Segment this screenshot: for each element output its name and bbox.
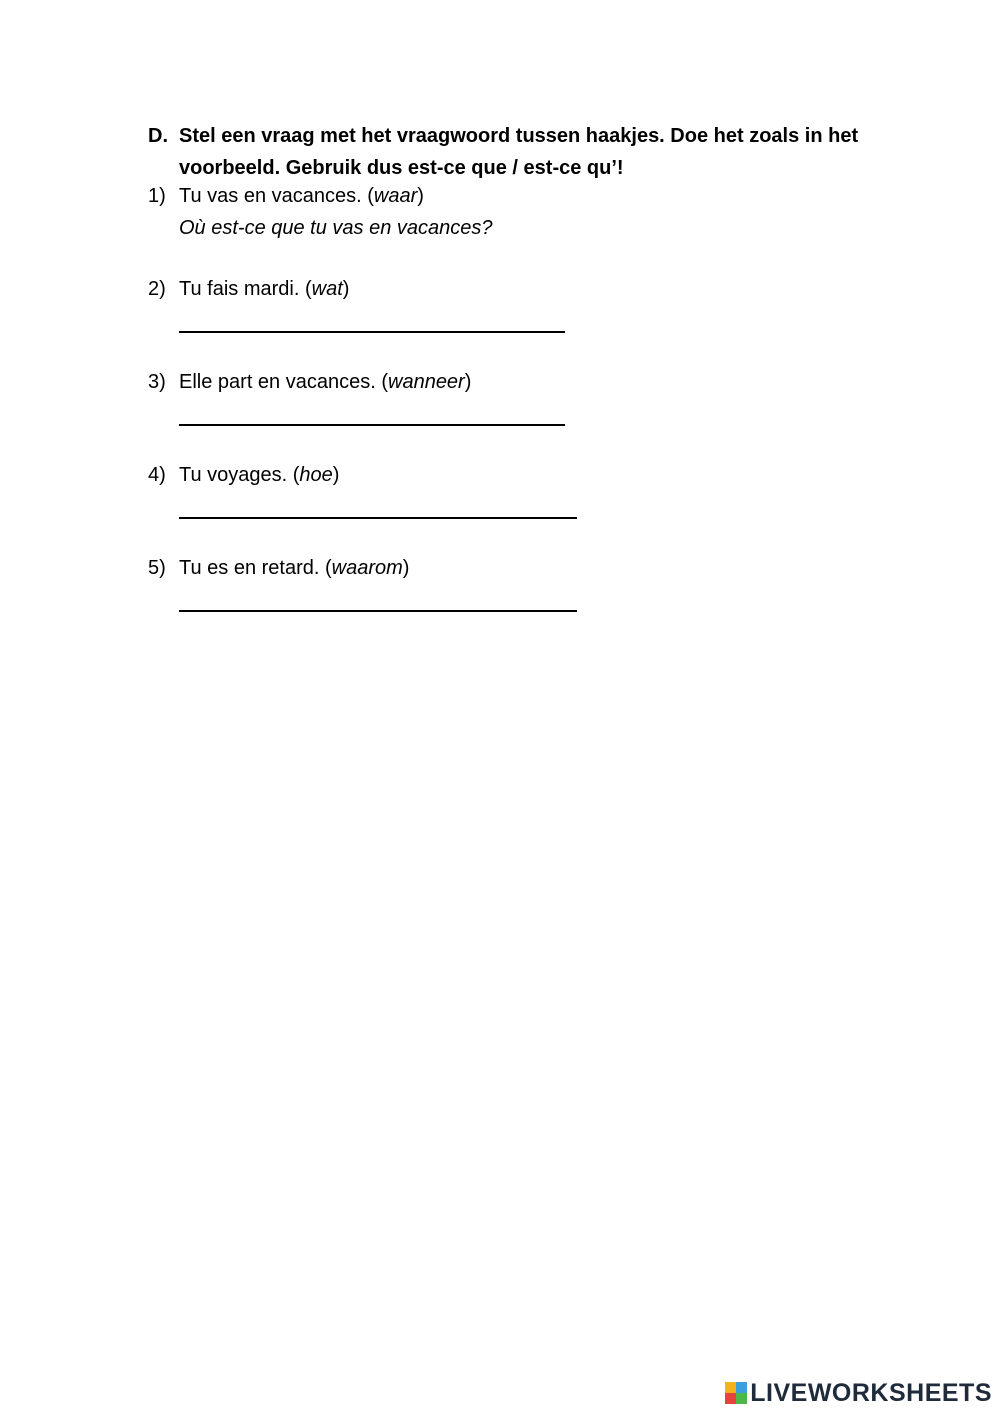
liveworksheets-logo: [725, 1379, 992, 1407]
logo-square-blue: [736, 1382, 747, 1393]
item-prompt: [179, 366, 908, 398]
question-word-hint: wanneer: [388, 371, 465, 393]
prompt-sentence: Tu voyages. (: [179, 464, 300, 486]
example-answer: Où est-ce que tu vas en vacances?: [179, 217, 493, 239]
prompt-sentence: Tu vas en vacances. (: [179, 185, 374, 207]
question-word-hint: waarom: [331, 557, 403, 579]
answer-blank-5[interactable]: [179, 610, 577, 612]
item-prompt: [179, 552, 908, 584]
item-number: 3): [148, 371, 166, 393]
exercise-item-1: [148, 180, 908, 244]
exercise-instruction: [148, 120, 908, 184]
question-word-hint: wat: [311, 278, 343, 300]
answer-blank-3[interactable]: [179, 424, 565, 426]
exercise-item-2: [148, 273, 908, 333]
logo-square-green: [736, 1393, 747, 1404]
logo-square-yellow: [725, 1382, 736, 1393]
question-word-hint: waar: [373, 185, 418, 207]
prompt-close-paren: ): [464, 371, 472, 393]
question-word-hint: hoe: [299, 464, 333, 486]
prompt-close-paren: ): [342, 278, 350, 300]
instruction-line-1: Stel een vraag met het vraagwoord tussen haakjes. Doe het zoals in het: [179, 125, 859, 147]
prompt-sentence: Tu fais mardi. (: [179, 278, 312, 300]
liveworksheets-logo-icon: [725, 1382, 747, 1404]
instruction-line-2: voorbeeld. Gebruik dus est-ce que / est-ce qu’!: [179, 157, 624, 179]
prompt-sentence: Tu es en retard. (: [179, 557, 332, 579]
item-number: 2): [148, 278, 166, 300]
exercise-item-5: [148, 552, 908, 612]
answer-blank-4[interactable]: [179, 517, 577, 519]
prompt-close-paren: ): [402, 557, 410, 579]
item-number: 5): [148, 557, 166, 579]
answer-blank-2[interactable]: [179, 331, 565, 333]
exercise-item-3: [148, 366, 908, 426]
item-prompt: [179, 273, 908, 305]
item-number: 1): [148, 185, 166, 207]
prompt-sentence: Elle part en vacances. (: [179, 371, 388, 393]
logo-square-red: [725, 1393, 736, 1404]
item-prompt: [179, 459, 908, 491]
item-prompt: [179, 180, 908, 212]
logo-wordmark: LIVEWORKSHEETS: [750, 1378, 992, 1407]
item-number: 4): [148, 464, 166, 486]
prompt-close-paren: ): [417, 185, 424, 207]
prompt-close-paren: ): [332, 464, 340, 486]
exercise-marker: D.: [148, 125, 168, 147]
exercise-item-4: [148, 459, 908, 519]
